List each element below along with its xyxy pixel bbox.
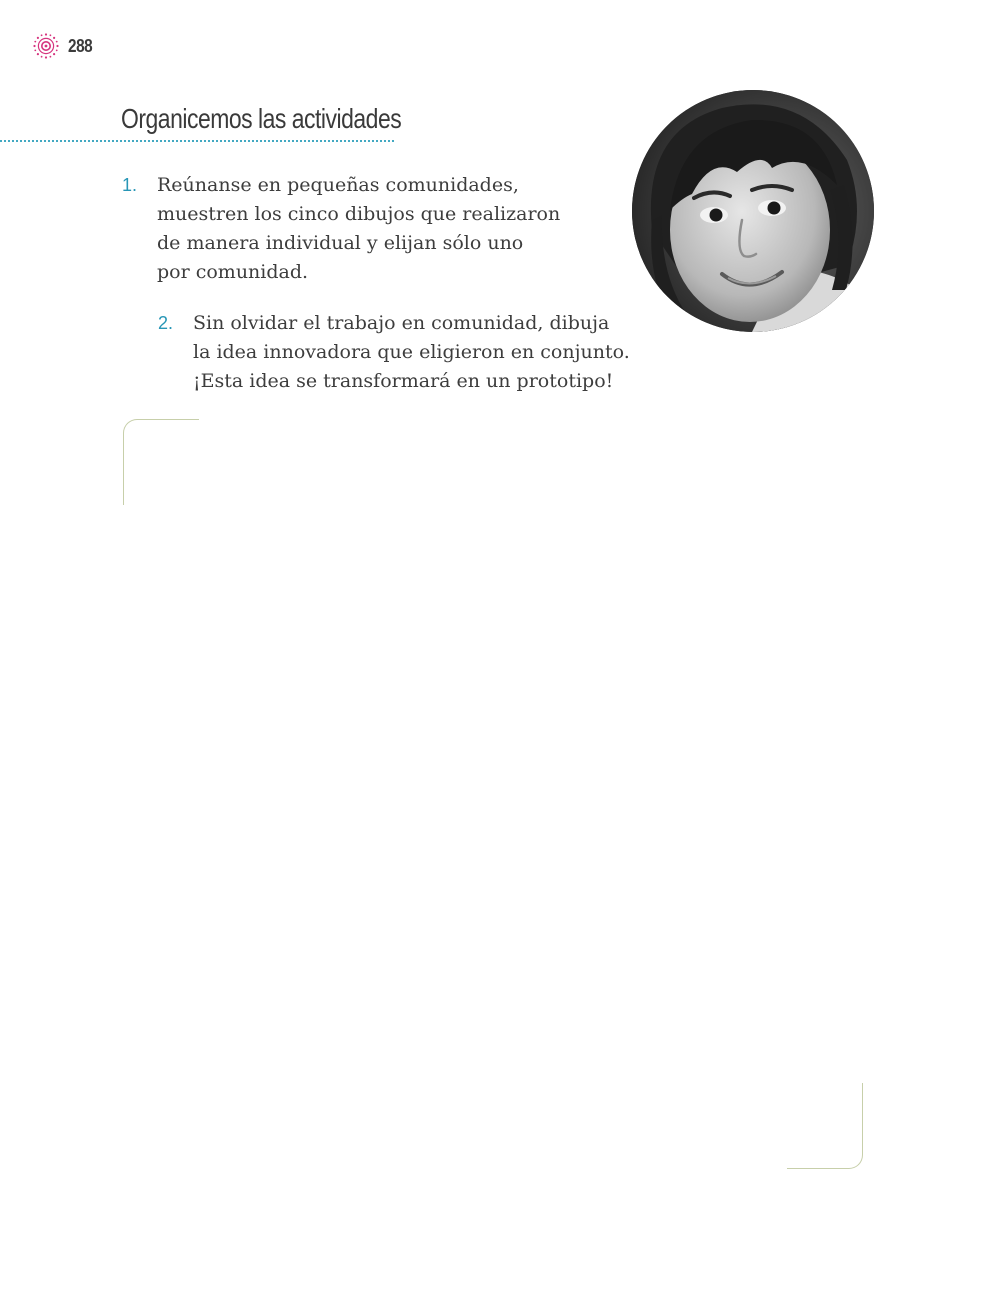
step-text: Sin olvidar el trabajo en comunidad, dibuja la idea innovadora que eligieron en conjunto. ¡Esta idea se transformará en un prototipo! (193, 312, 630, 392)
section-title: Organicemos las actividades (121, 103, 402, 134)
girl-portrait-illustration (632, 90, 874, 332)
page-number: 288 (68, 35, 93, 56)
drawing-frame-top-left-corner (123, 419, 199, 505)
instruction-step-1 (122, 171, 592, 287)
step-number: 2. (158, 313, 174, 333)
student-portrait-photo (632, 90, 874, 332)
page-header (32, 32, 97, 60)
drawing-frame-bottom-right-corner (787, 1083, 863, 1169)
instruction-step-2 (158, 309, 658, 396)
step-text: Reúnanse en pequeñas comunidades, muestren los cinco dibujos que realizaron de manera individual y elijan sólo uno por comunidad. (157, 174, 561, 283)
title-dotted-rule (0, 140, 394, 142)
radial-sun-emblem-icon (32, 32, 60, 60)
step-number: 1. (122, 175, 138, 195)
